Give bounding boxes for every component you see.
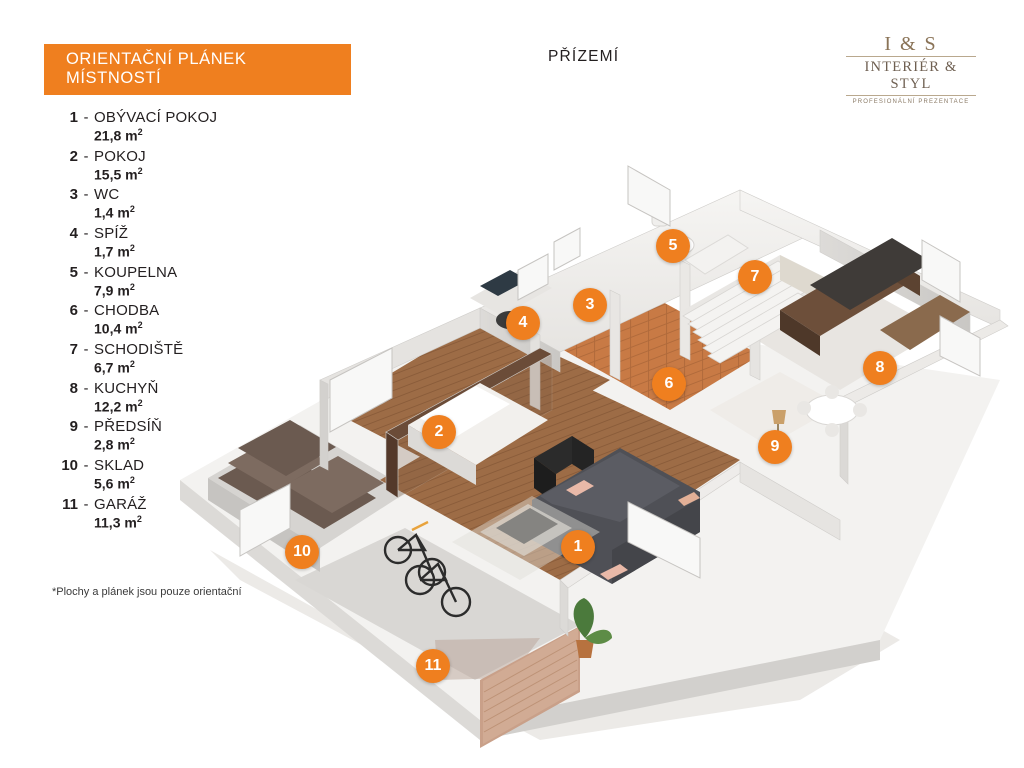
- room-marker-11[interactable]: 11: [416, 649, 450, 683]
- legend-item-area-unit: 2: [129, 436, 135, 447]
- legend-item-area-value: 1,7 m: [94, 243, 130, 260]
- legend-item-area-unit: 2: [129, 358, 135, 369]
- legend-item-number: 5: [69, 263, 78, 281]
- legend-item-name: KOUPELNA: [94, 263, 178, 281]
- legend-item-name: OBÝVACÍ POKOJ: [94, 109, 218, 126]
- legend-item-area-unit: 2: [129, 281, 135, 292]
- logo-name: INTERIÉR & STYL: [846, 56, 976, 96]
- legend-item-name: KUCHYŇ: [94, 379, 159, 397]
- legend-item-dash: -: [83, 187, 89, 204]
- legend-item-area-unit: 2: [137, 127, 143, 137]
- legend-item-area-value: 6,7 m: [94, 359, 130, 376]
- legend-item-name: SCHODIŠTĚ: [94, 340, 184, 358]
- room-marker-10[interactable]: 10: [285, 535, 319, 569]
- legend-item-area-value: 21,8 m: [94, 127, 138, 144]
- room-marker-8[interactable]: 8: [863, 351, 897, 385]
- legend-item-dash: -: [83, 225, 89, 242]
- logo-subtitle: PROFESIONÁLNÍ PREZENTACE: [852, 99, 970, 105]
- legend-item-number: 6: [69, 302, 78, 320]
- legend-item-area-value: 15,5 m: [94, 166, 138, 183]
- legend-item-dash: -: [83, 496, 89, 513]
- legend-item-area-value: 10,4 m: [94, 320, 138, 337]
- legend-item-number: 7: [69, 340, 78, 358]
- legend-item-dash: -: [83, 148, 89, 165]
- room-marker-3[interactable]: 3: [573, 288, 607, 322]
- legend-item-dash: -: [83, 457, 89, 474]
- room-marker-6[interactable]: 6: [652, 367, 686, 401]
- legend-item-area-unit: 2: [137, 165, 143, 176]
- legend-item-area-unit: 2: [129, 204, 135, 215]
- room-marker-1[interactable]: 1: [561, 530, 595, 564]
- legend-item-area-value: 1,4 m: [94, 204, 130, 221]
- legend-item-number: 3: [69, 186, 78, 204]
- footnote: *Plochy a plánek jsou pouze orientační: [52, 586, 242, 598]
- legend-item-dash: -: [83, 303, 89, 320]
- legend-item-area-unit: 2: [137, 397, 143, 408]
- legend-item-name: SKLAD: [94, 456, 145, 474]
- room-marker-9[interactable]: 9: [758, 430, 792, 464]
- room-marker-7[interactable]: 7: [738, 260, 772, 294]
- legend-item-area-value: 11,3 m: [94, 514, 137, 531]
- legend-item-dash: -: [83, 419, 89, 436]
- room-marker-5[interactable]: 5: [656, 229, 690, 263]
- legend-item-number: 11: [62, 495, 78, 513]
- legend-item-name: CHODBA: [94, 302, 160, 320]
- legend-item-number: 4: [69, 224, 78, 242]
- legend-item-area-value: 2,8 m: [94, 436, 130, 453]
- legend-item-number: 8: [69, 379, 78, 397]
- legend-item-dash: -: [83, 341, 89, 358]
- room-marker-4[interactable]: 4: [506, 306, 540, 340]
- legend-item-name: SPÍŽ: [94, 224, 129, 242]
- legend-item-area-unit: 2: [136, 513, 142, 524]
- legend-item-number: 2: [69, 147, 78, 165]
- legend-title: ORIENTAČNÍ PLÁNEK MÍSTNOSTÍ: [44, 44, 351, 95]
- floor-label: PŘÍZEMÍ: [548, 48, 620, 65]
- room-marker-2[interactable]: 2: [422, 415, 456, 449]
- floorplan-svg: [180, 80, 1020, 750]
- legend-item-name: PŘEDSÍŇ: [94, 418, 163, 436]
- legend-item-dash: -: [83, 264, 89, 281]
- legend-item-number: 9: [69, 418, 78, 436]
- legend-item-area-value: 5,6 m: [94, 475, 130, 492]
- logo-monogram: I & S: [884, 33, 938, 55]
- legend-item-area-value: 7,9 m: [94, 282, 130, 299]
- legend-item-number: 10: [61, 456, 78, 474]
- legend-item-area-unit: 2: [129, 474, 135, 485]
- legend-item-name: GARÁŽ: [94, 495, 147, 513]
- legend-item-dash: -: [83, 380, 89, 397]
- legend-item-dash: -: [83, 110, 89, 126]
- legend-item-area-unit: 2: [137, 320, 143, 331]
- legend-item-name: POKOJ: [94, 147, 146, 165]
- legend-item-name: WC: [94, 186, 120, 204]
- legend-item-area-unit: 2: [129, 242, 135, 253]
- legend-item-number: 1: [69, 109, 78, 126]
- legend-item-area-value: 12,2 m: [94, 398, 138, 415]
- floorplan-3d: [180, 80, 1020, 750]
